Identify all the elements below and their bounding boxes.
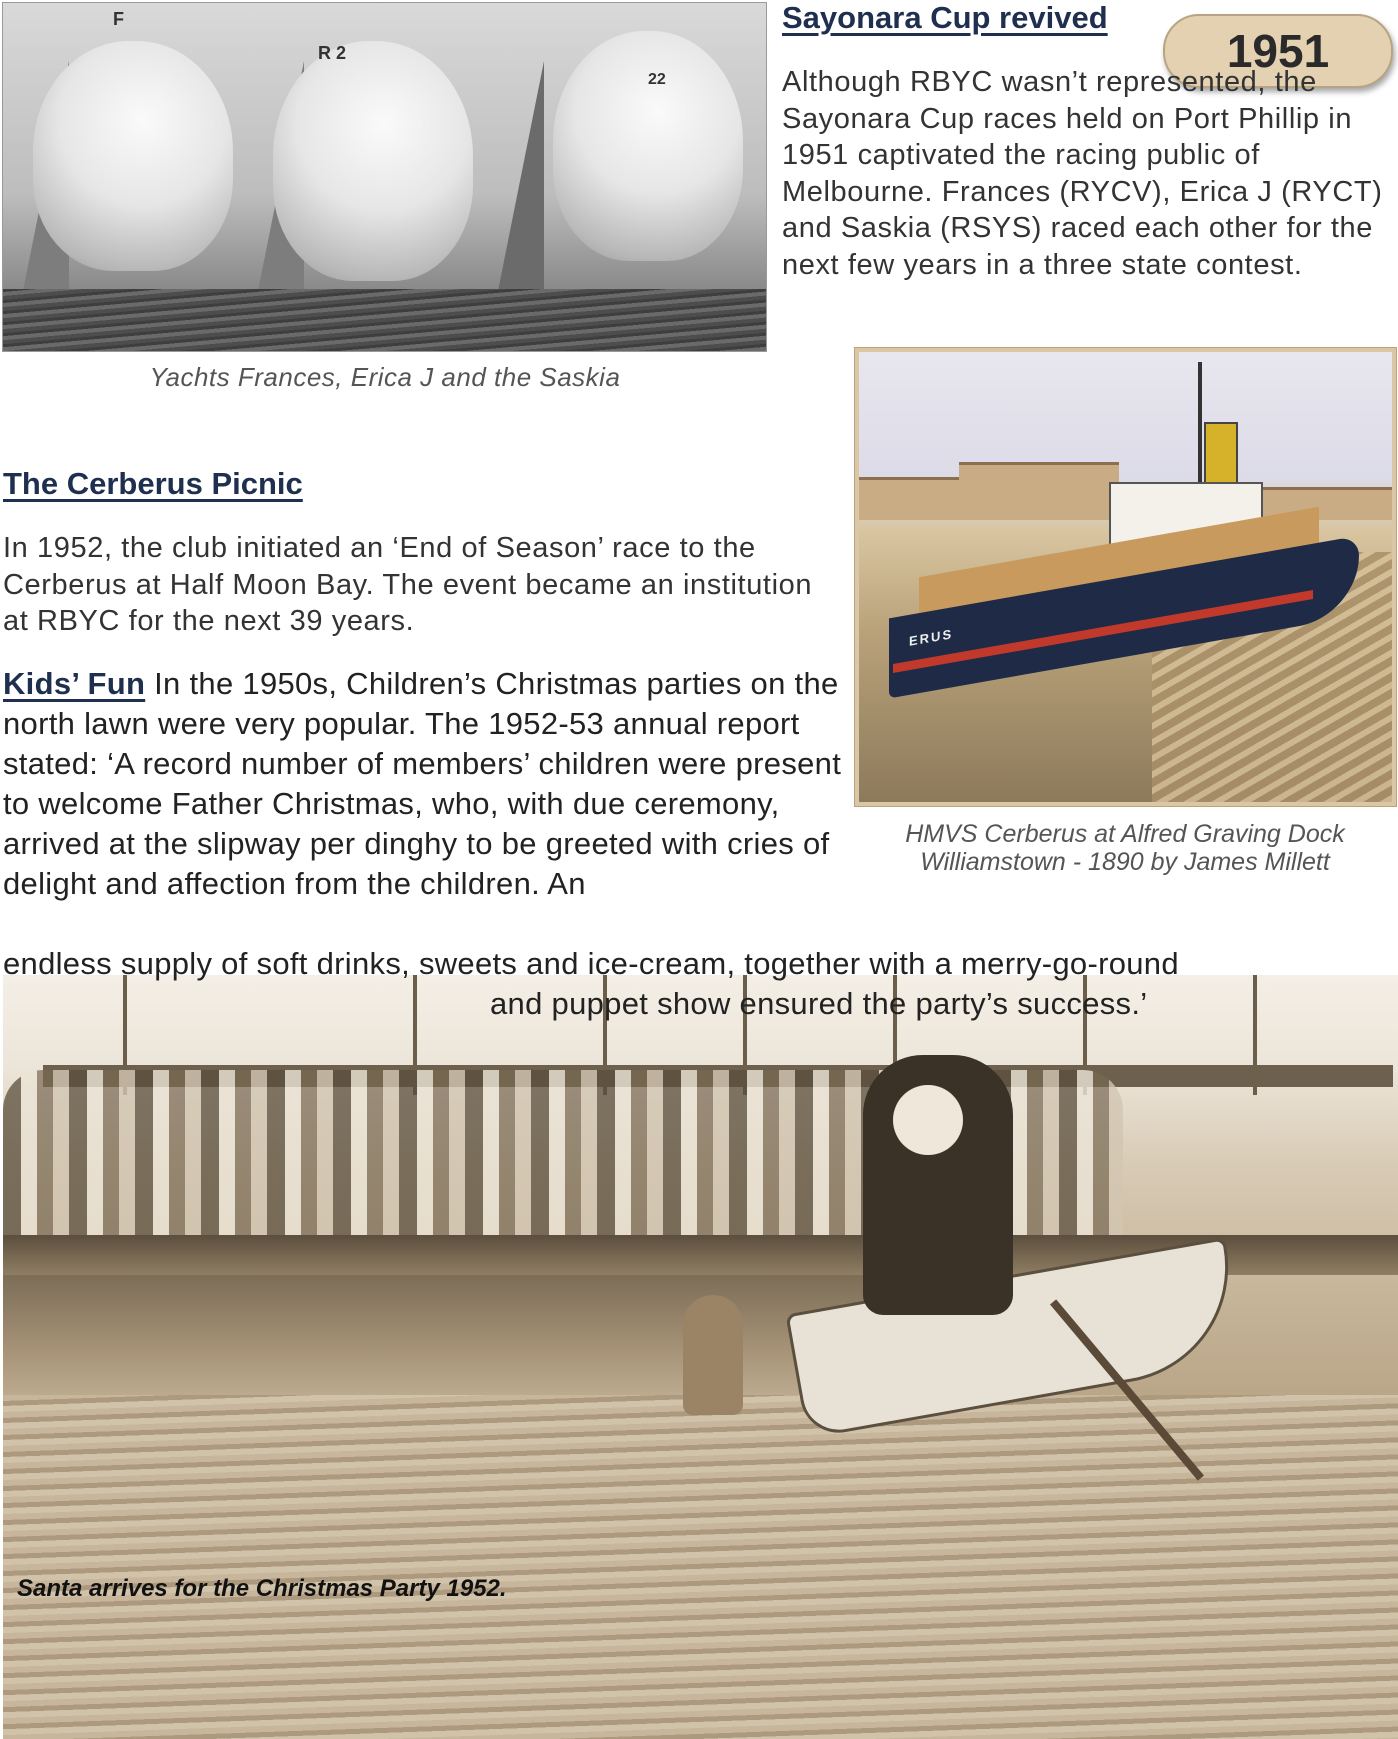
cerberus-painting	[855, 348, 1396, 806]
sayonara-heading: Sayonara Cup revived	[782, 0, 1108, 35]
yacht-frances	[23, 2, 233, 331]
picnic-body: In 1952, the club initiated an ‘End of Season’ race to the Cerberus at Half Moon Bay. The event became an institution at RBYC for the next 39 years.	[3, 532, 813, 637]
kids-fun-paragraph	[3, 664, 843, 904]
yacht-erica-j	[258, 2, 468, 331]
kids-fun-body: In the 1950s, Children’s Christmas parties on the north lawn were very popular. The 1952-53 annual report stated: ‘A record number of members’ children were present to welcome Father Christmas, who, with due ceremony, arrived at the slipway per dinghy to be greeted with cries of delight and affection from the children. An	[3, 666, 842, 901]
sail-number-erica-j: R 2	[318, 43, 347, 63]
santa-photo	[3, 975, 1398, 1739]
sail-number-frances: F	[113, 9, 124, 29]
kids-fun-heading: Kids’ Fun	[3, 666, 146, 701]
kids-fun-body-continued: endless supply of soft drinks, sweets and ice-cream, together with a merry-go-round	[3, 946, 1179, 981]
kids-fun-body-end: and puppet show ensured the party’s success.’	[490, 986, 1148, 1021]
ship-mast	[1198, 362, 1202, 482]
cerberus-painting-caption: HMVS Cerberus at Alfred Graving Dock Williamstown - 1890 by James Millett	[905, 820, 1345, 876]
ship-funnel	[1204, 422, 1238, 486]
sayonara-body: Although RBYC wasn’t represented, the Sayonara Cup races held on Port Phillip in 1951 captivated the racing public of Melbourne. Frances (RYCV), Erica J (RYCT) and Saskia (RSYS) raced each other for the next few years in a three state contest.	[782, 66, 1383, 281]
sea	[3, 289, 766, 351]
picnic-heading: The Cerberus Picnic	[3, 466, 303, 501]
yacht-saskia	[498, 2, 748, 331]
sail-number-saskia: 22	[648, 71, 666, 88]
water	[3, 1395, 1398, 1739]
santa-photo-caption: Santa arrives for the Christmas Party 1952.	[17, 1575, 507, 1602]
ship-hull-lettering: ERUS	[909, 626, 954, 649]
yachts-photo	[2, 2, 767, 352]
yachts-photo-caption: Yachts Frances, Erica J and the Saskia	[149, 362, 621, 392]
wading-child	[683, 1295, 743, 1415]
year-badge: 1951	[1163, 14, 1393, 88]
santa-beard	[893, 1085, 963, 1155]
slipway-wall	[3, 1275, 883, 1395]
